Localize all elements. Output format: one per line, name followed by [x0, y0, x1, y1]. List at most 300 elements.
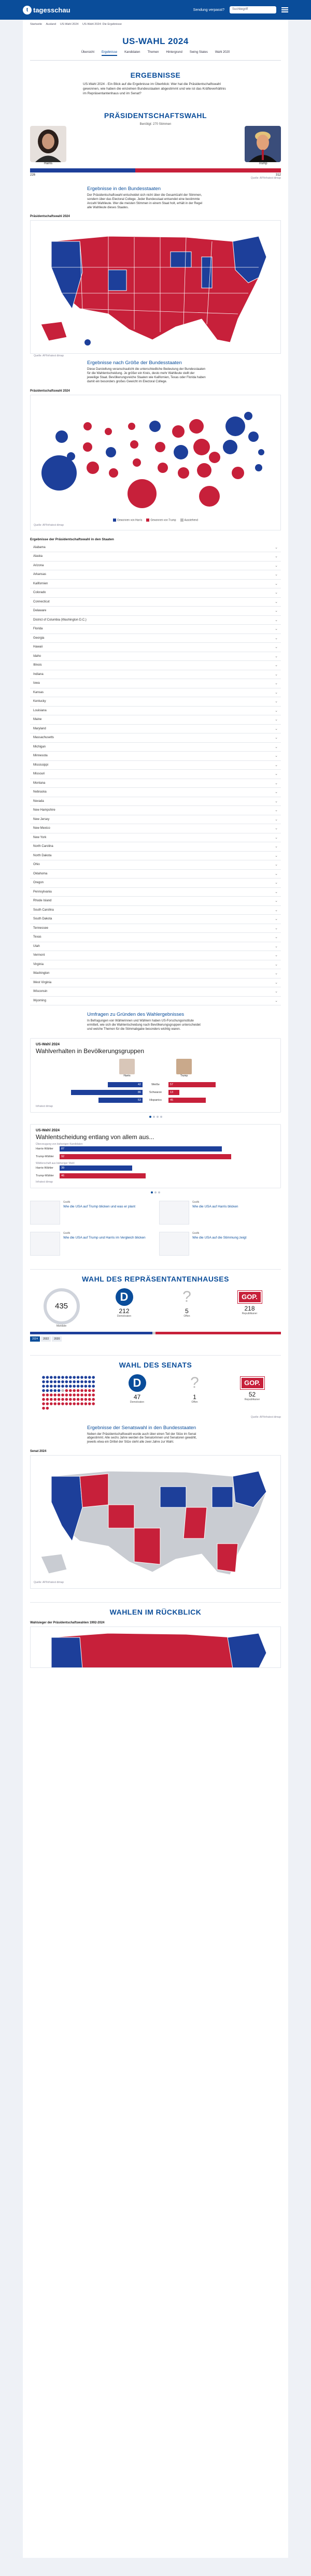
- opinion-bar-row: [36, 1146, 275, 1152]
- state-row[interactable]: [30, 743, 281, 752]
- history-label: Wahlsieger der Präsidentschaftswahlen 1992-2024: [30, 1621, 105, 1624]
- senate-seat: [88, 1376, 91, 1379]
- source-note: Quelle: AP/Infratest dimap: [250, 177, 281, 180]
- state-row[interactable]: [30, 870, 281, 879]
- state-name: North Carolina: [33, 845, 53, 848]
- house-seat-bar: [30, 1332, 281, 1334]
- state-row[interactable]: [30, 806, 281, 815]
- senate-seat: [73, 1393, 76, 1397]
- senate-source: Quelle: AP/Infratest dimap: [250, 1415, 281, 1419]
- senate-rep-seats: 52: [248, 1390, 256, 1398]
- opinion-label: Harris-Wähler: [36, 1166, 53, 1170]
- state-name: New Jersey: [33, 817, 50, 821]
- chevron-down-icon: ⌄: [275, 781, 278, 785]
- tab-election-2020[interactable]: Wahl 2020: [215, 51, 230, 54]
- card1-pagination[interactable]: [30, 1116, 281, 1118]
- group-label: Weiße: [151, 1083, 160, 1086]
- state-name: Wyoming: [33, 999, 46, 1002]
- chevron-down-icon: ⌄: [275, 636, 278, 640]
- state-row[interactable]: [30, 915, 281, 924]
- senate-seat: [50, 1389, 53, 1392]
- map2-label: Präsidentschaftswahl 2024: [30, 389, 70, 393]
- opinion-bar: 46: [60, 1173, 146, 1178]
- card2-footer: Infratest dimap: [36, 1180, 53, 1184]
- state-row[interactable]: [30, 643, 281, 652]
- state-row[interactable]: [30, 715, 281, 725]
- state-row[interactable]: [30, 942, 281, 952]
- state-row[interactable]: [30, 616, 281, 625]
- state-row[interactable]: [30, 951, 281, 960]
- house-donut: 435: [44, 1288, 80, 1325]
- senate-seat: [50, 1393, 53, 1397]
- states-teaser-text: Der Präsidentschaftswahl entscheidet sich nicht über die Gesamtzahl der Stimmen, sondern über das Electoral College. Jeder Bundesstaat entsendet eine bestimmte Anzahl Wahlleute. Wer die meisten Stimmen in einem Staat holt, erhält in der Regel alle Wahlleute dieses Staates.: [87, 194, 203, 209]
- state-name: Alabama: [33, 545, 46, 549]
- state-row[interactable]: [30, 761, 281, 770]
- chevron-down-icon: ⌄: [275, 564, 278, 568]
- tab-swing-states[interactable]: Swing States: [189, 51, 208, 54]
- senate-seat: [92, 1385, 95, 1388]
- related-title: Wie die USA auf Harris blicken: [192, 1204, 238, 1208]
- senate-seat: [92, 1376, 95, 1379]
- group-label: Schwarze: [149, 1090, 162, 1094]
- card2-group-b: Wählerschaft aus bisheriger Wahl: [36, 1161, 75, 1165]
- related-row-1: [30, 1201, 281, 1225]
- state-row[interactable]: [30, 797, 281, 807]
- state-row[interactable]: [30, 588, 281, 598]
- state-row[interactable]: [30, 679, 281, 688]
- state-name: Georgia: [33, 636, 45, 640]
- senate-seat: [73, 1380, 76, 1383]
- state-name: Pennsylvania: [33, 890, 52, 894]
- opinion-bar-row: [36, 1173, 275, 1179]
- senate-seat: [84, 1380, 87, 1383]
- state-name: Louisiana: [33, 709, 47, 712]
- state-row[interactable]: [30, 860, 281, 870]
- chevron-down-icon: ⌄: [275, 863, 278, 867]
- state-row[interactable]: [30, 897, 281, 906]
- state-row[interactable]: [30, 552, 281, 562]
- breadcrumb-item[interactable]: US-Wahl 2024: [60, 23, 79, 26]
- year-button[interactable]: 2020: [52, 1336, 62, 1342]
- president-heading: PRÄSIDENTSCHAFTSWAHL: [104, 111, 207, 120]
- card1-left-name: Harris: [123, 1074, 131, 1077]
- menu-icon[interactable]: [281, 7, 288, 12]
- group-bar-row: [36, 1097, 275, 1103]
- related-article[interactable]: [159, 1201, 281, 1225]
- senate-seat: [80, 1380, 83, 1383]
- house-open-seats: 5: [185, 1307, 189, 1315]
- year-button[interactable]: 2022: [41, 1336, 51, 1342]
- state-name: Connecticut: [33, 600, 50, 603]
- senate-seat: [69, 1389, 72, 1392]
- state-name: Utah: [33, 944, 40, 948]
- senate-seat: [76, 1402, 79, 1405]
- state-row[interactable]: [30, 888, 281, 897]
- chevron-down-icon: ⌄: [275, 926, 278, 930]
- related-article[interactable]: [30, 1201, 152, 1225]
- state-row[interactable]: [30, 997, 281, 1006]
- tab-results[interactable]: Ergebnisse: [102, 51, 117, 56]
- senate-seat: [61, 1376, 64, 1379]
- map3-source: Quelle: AP/Infratest dimap: [34, 1580, 64, 1584]
- state-row[interactable]: [30, 725, 281, 734]
- chevron-down-icon: ⌄: [275, 954, 278, 958]
- state-row[interactable]: [30, 543, 281, 553]
- senate-seat: [46, 1389, 49, 1392]
- state-row[interactable]: [30, 788, 281, 797]
- search-input[interactable]: Suchbegriff: [230, 6, 276, 13]
- card2-pagination[interactable]: [30, 1191, 281, 1193]
- state-row[interactable]: [30, 852, 281, 861]
- state-name: Virginia: [33, 962, 44, 966]
- trump-name: Trump: [258, 162, 267, 166]
- state-row[interactable]: [30, 688, 281, 698]
- house-heading: WAHL DES REPRÄSENTANTENHAUSES: [30, 1269, 281, 1283]
- chevron-down-icon: ⌄: [275, 709, 278, 713]
- senate-seat: [65, 1385, 68, 1388]
- brand-logo[interactable]: [23, 6, 70, 15]
- senate-teaser-text: Neben der Präsidentschaftswahl wurde auch über einen Teil der Sitze im Senat abgestimmt. Alle sechs Jahre werden die Senatorinnen und Senatoren gewählt, jeweils etwa ein Drittel der Sitze steht alle zwei Jahre zur Wahl.: [87, 1432, 197, 1444]
- group-chart-card: [30, 1038, 281, 1113]
- state-row[interactable]: [30, 607, 281, 616]
- state-row[interactable]: [30, 733, 281, 743]
- trump-vote-fill: [135, 168, 281, 172]
- chevron-down-icon: ⌄: [275, 990, 278, 994]
- state-row[interactable]: [30, 879, 281, 888]
- senate-open-label: Offen: [191, 1400, 198, 1404]
- senate-seat: [57, 1389, 60, 1392]
- senate-seat: [76, 1376, 79, 1379]
- senate-seat: [69, 1393, 72, 1397]
- related-title: Wie die USA auf die Stimmung zeigt: [192, 1235, 247, 1240]
- opinion-label: Harris-Wähler: [36, 1147, 53, 1150]
- senate-seat: [88, 1402, 91, 1405]
- senate-seat: [53, 1402, 56, 1405]
- senate-seat: [42, 1389, 45, 1392]
- chevron-down-icon: ⌄: [275, 845, 278, 849]
- year-button[interactable]: 2024: [30, 1336, 40, 1342]
- state-accordion: [30, 543, 281, 1006]
- related-article[interactable]: [30, 1232, 152, 1256]
- state-row[interactable]: [30, 779, 281, 788]
- state-row[interactable]: [30, 906, 281, 915]
- opinion-label: Trump-Wähler: [36, 1155, 54, 1158]
- senate-seat: [50, 1398, 53, 1401]
- related-article[interactable]: [159, 1232, 281, 1256]
- bubble-map[interactable]: [30, 395, 281, 530]
- related-kicker: Grafik: [192, 1200, 200, 1204]
- senate-seat: [50, 1376, 53, 1379]
- chevron-down-icon: ⌄: [275, 917, 278, 922]
- senate-seat: [88, 1385, 91, 1388]
- chevron-down-icon: ⌄: [275, 962, 278, 967]
- rep-bar: 45: [168, 1098, 206, 1103]
- history-map[interactable]: [30, 1627, 281, 1668]
- state-name: Kentucky: [33, 700, 46, 703]
- state-name: Kansas: [33, 690, 44, 694]
- chevron-down-icon: ⌄: [275, 627, 278, 631]
- card2-kicker: US-Wahl 2024: [36, 1128, 60, 1132]
- chevron-down-icon: ⌄: [275, 718, 278, 722]
- harris-vote-fill: [30, 168, 135, 172]
- breadcrumb-item[interactable]: Ausland: [46, 23, 56, 26]
- survey-teaser-title: Umfragen zu Gründen des Wahlergebnisses: [87, 1012, 185, 1018]
- senate-seat: [53, 1380, 56, 1383]
- tab-background[interactable]: Hintergrund: [166, 51, 182, 54]
- rep-bar: 57: [168, 1082, 216, 1087]
- state-row[interactable]: [30, 752, 281, 761]
- related-kicker: Grafik: [192, 1231, 200, 1235]
- opinion-bar-row: [36, 1154, 275, 1160]
- senate-seat: [61, 1385, 64, 1388]
- dem-bar: 53: [98, 1098, 143, 1103]
- harris-electors: 226: [30, 174, 36, 177]
- state-row[interactable]: [30, 815, 281, 825]
- chevron-down-icon: ⌄: [275, 745, 278, 749]
- senate-seat: [69, 1385, 72, 1388]
- senate-dem-label: Demokraten: [130, 1400, 145, 1404]
- senate-seat: [84, 1402, 87, 1405]
- results-intro: US-Wahl 2024 - Ein Blick auf die Ergebnisse im Überblick: Wer hat die Präsidentschaftswahl gewonnen, wie haben die einzelnen Bundesstaaten abgestimmt und wie ist das Kräfteverhältnis im Repräsentantenhaus und im Senat?: [83, 82, 226, 95]
- state-row[interactable]: [30, 570, 281, 580]
- chevron-down-icon: ⌄: [275, 890, 278, 894]
- senate-seat: [65, 1398, 68, 1401]
- chevron-down-icon: ⌄: [275, 999, 278, 1003]
- chevron-down-icon: ⌄: [275, 609, 278, 613]
- us-map-president[interactable]: [30, 220, 281, 358]
- senate-seat: [42, 1402, 45, 1405]
- state-row[interactable]: [30, 833, 281, 843]
- opinion-chart-card: [30, 1124, 281, 1188]
- senate-seat: [92, 1398, 95, 1401]
- senate-seat: [53, 1376, 56, 1379]
- senate-seat: [65, 1393, 68, 1397]
- top-bar: [0, 0, 311, 20]
- chevron-down-icon: ⌄: [275, 908, 278, 912]
- house-dem-seats: 212: [119, 1307, 130, 1315]
- breadcrumb: [30, 23, 281, 26]
- state-row[interactable]: [30, 634, 281, 643]
- senate-seat: [76, 1389, 79, 1392]
- legend-harris: Gewonnen von Harris: [113, 519, 142, 522]
- senate-seat: [65, 1402, 68, 1405]
- state-name: Maryland: [33, 727, 46, 730]
- senate-seat: [53, 1389, 56, 1392]
- electoral-vote-bar: [30, 168, 281, 172]
- senate-seat: [92, 1380, 95, 1383]
- state-row[interactable]: [30, 924, 281, 933]
- state-name: Rhode Island: [33, 899, 52, 903]
- senate-seat: [46, 1398, 49, 1401]
- senate-seat: [84, 1393, 87, 1397]
- chevron-down-icon: ⌄: [275, 817, 278, 822]
- state-name: Missouri: [33, 772, 45, 776]
- state-name: North Dakota: [33, 854, 52, 857]
- state-name: Maine: [33, 718, 42, 722]
- electors-needed: Benötigt: 270 Stimmen: [139, 123, 172, 126]
- chevron-down-icon: ⌄: [275, 727, 278, 731]
- senate-seat: [65, 1380, 68, 1383]
- state-name: Wisconsin: [33, 990, 48, 994]
- gop-logo-icon: GOP.: [241, 1377, 264, 1389]
- map3-label: Senat 2024: [30, 1449, 47, 1453]
- state-name: Texas: [33, 936, 41, 939]
- state-name: South Dakota: [33, 917, 52, 921]
- missed-show-link[interactable]: Sendung verpasst?: [193, 8, 224, 12]
- us-map-senate[interactable]: [30, 1455, 281, 1589]
- senate-seat: [42, 1393, 45, 1397]
- senate-seat: [92, 1402, 95, 1405]
- state-row[interactable]: [30, 661, 281, 670]
- state-row[interactable]: [30, 842, 281, 852]
- state-row[interactable]: [30, 960, 281, 970]
- senate-seat: [61, 1393, 64, 1397]
- dem-bar: 42: [108, 1082, 143, 1087]
- rep-bar: 13: [168, 1090, 179, 1095]
- related-thumbnail: [30, 1201, 60, 1225]
- senate-seat: [46, 1380, 49, 1383]
- senate-seat: [88, 1389, 91, 1392]
- senate-seat: [61, 1380, 64, 1383]
- senate-seat: [76, 1393, 79, 1397]
- state-row[interactable]: [30, 652, 281, 661]
- senate-seat: [84, 1389, 87, 1392]
- senate-seat: [88, 1393, 91, 1397]
- state-row[interactable]: [30, 978, 281, 988]
- state-row[interactable]: [30, 598, 281, 607]
- senate-seat: [76, 1398, 79, 1401]
- card1-title: Wahlverhalten in Bevölkerungsgruppen: [36, 1047, 145, 1055]
- state-name: Arizona: [33, 564, 44, 567]
- chevron-down-icon: ⌄: [275, 573, 278, 577]
- state-row[interactable]: [30, 824, 281, 833]
- state-row[interactable]: [30, 770, 281, 779]
- state-name: Minnesota: [33, 754, 48, 758]
- tab-overview[interactable]: Übersicht: [81, 51, 95, 54]
- senate-seat: [57, 1376, 60, 1379]
- state-name: District of Columbia (Washington D.C.): [33, 618, 87, 622]
- state-name: New Hampshire: [33, 809, 55, 812]
- chevron-down-icon: ⌄: [275, 682, 278, 686]
- senate-seat: [57, 1380, 60, 1383]
- senate-seat: [65, 1389, 68, 1392]
- chevron-down-icon: ⌄: [275, 809, 278, 813]
- state-name: Florida: [33, 627, 43, 631]
- card1-right-name: Trump: [180, 1074, 188, 1077]
- tab-candidates[interactable]: Kandidaten: [124, 51, 140, 54]
- state-name: Ohio: [33, 863, 40, 867]
- senate-seat: [46, 1393, 49, 1397]
- map1-label: Präsidentschaftswahl 2024: [30, 215, 70, 219]
- senate-seat: [46, 1406, 49, 1409]
- opinion-label: Trump-Wähler: [36, 1174, 54, 1177]
- chevron-down-icon: ⌄: [275, 872, 278, 876]
- opinion-bar: 87: [60, 1146, 222, 1152]
- senate-teaser-title: Ergebnisse der Senatswahl in den Bundesstaaten: [87, 1424, 196, 1431]
- state-row[interactable]: [30, 987, 281, 997]
- group-label: Hispanics: [149, 1098, 162, 1102]
- card2-bars-b: [36, 1165, 275, 1179]
- state-name: Massachusetts: [33, 736, 54, 740]
- state-name: Arkansas: [33, 573, 47, 577]
- state-name: Colorado: [33, 591, 46, 595]
- dem-bar: 86: [71, 1090, 143, 1095]
- senate-rep-label: Republikaner: [244, 1398, 260, 1401]
- chevron-down-icon: ⌄: [275, 763, 278, 767]
- state-row[interactable]: [30, 697, 281, 707]
- tab-topics[interactable]: Themen: [147, 51, 159, 54]
- senate-heading: WAHL DES SENATS: [30, 1355, 281, 1369]
- gop-logo-icon: GOP.: [238, 1291, 262, 1303]
- state-row[interactable]: [30, 670, 281, 680]
- state-name: Delaware: [33, 609, 47, 613]
- related-thumbnail: [159, 1232, 189, 1256]
- breadcrumb-item: US-Wahl 2024: Die Ergebnisse: [82, 23, 122, 26]
- brand-name: tagesschau: [33, 6, 70, 14]
- senate-seat: [65, 1376, 68, 1379]
- senate-seat-grid: [41, 1374, 98, 1411]
- state-name: South Carolina: [33, 908, 54, 912]
- breadcrumb-item[interactable]: Startseite: [30, 23, 43, 26]
- history-heading: WAHLEN IM RÜCKBLICK: [30, 1602, 281, 1616]
- chevron-down-icon: ⌄: [275, 545, 278, 550]
- card2-title: Wahlentscheidung entlang von allem aus...: [36, 1133, 154, 1141]
- page-content: [23, 20, 288, 2558]
- state-name: Hawaii: [33, 645, 43, 649]
- open-seat-icon: ?: [190, 1374, 199, 1391]
- chevron-down-icon: ⌄: [275, 899, 278, 903]
- chevron-down-icon: ⌄: [275, 654, 278, 658]
- senate-seat: [42, 1376, 45, 1379]
- chevron-down-icon: ⌄: [275, 582, 278, 586]
- chevron-down-icon: ⌄: [275, 827, 278, 831]
- senate-seat: [80, 1376, 83, 1379]
- democrat-logo-icon: D: [129, 1374, 146, 1392]
- state-name: Oklahoma: [33, 872, 48, 875]
- state-row[interactable]: [30, 580, 281, 589]
- senate-seat: [46, 1402, 49, 1405]
- chevron-down-icon: ⌄: [275, 672, 278, 677]
- chevron-down-icon: ⌄: [275, 736, 278, 740]
- house-rep-seats: 218: [244, 1304, 255, 1312]
- senate-seat: [46, 1376, 49, 1379]
- state-row[interactable]: [30, 933, 281, 942]
- state-name: Indiana: [33, 672, 44, 676]
- state-row[interactable]: [30, 969, 281, 978]
- state-row[interactable]: [30, 707, 281, 716]
- senate-seat: [61, 1398, 64, 1401]
- chevron-down-icon: ⌄: [275, 944, 278, 948]
- chevron-down-icon: ⌄: [275, 936, 278, 940]
- senate-seat: [50, 1385, 53, 1388]
- card2-bars-a: [36, 1146, 275, 1160]
- state-row[interactable]: [30, 625, 281, 634]
- senate-seat: [80, 1402, 83, 1405]
- house-open-label: Offen: [183, 1314, 190, 1318]
- candidate-row: [30, 126, 281, 165]
- senate-seat: [92, 1393, 95, 1397]
- size-teaser-text: Diese Darstellung veranschaulicht die unterschiedliche Bedeutung der Bundesstaaten für die Wahlentscheidung. Je größer ein Kreis, desto mehr Wahlleute stellt der jeweilige Staat. Bevölkerungsreiche Staaten wie Kalifornien, Texas oder Florida haben damit ein besonders großes Gewicht im Electoral College.: [87, 368, 206, 383]
- results-heading: ERGEBNISSE: [130, 71, 181, 79]
- state-name: Montana: [33, 781, 46, 785]
- related-title: Wie die USA auf Trump und Harris im Vergleich blicken: [63, 1235, 146, 1240]
- state-name: Alaska: [33, 555, 43, 558]
- senate-seat: [46, 1385, 49, 1388]
- senate-open-seats: 1: [193, 1393, 196, 1401]
- related-thumbnail: [30, 1232, 60, 1256]
- state-row[interactable]: [30, 562, 281, 571]
- senate-seat: [80, 1393, 83, 1397]
